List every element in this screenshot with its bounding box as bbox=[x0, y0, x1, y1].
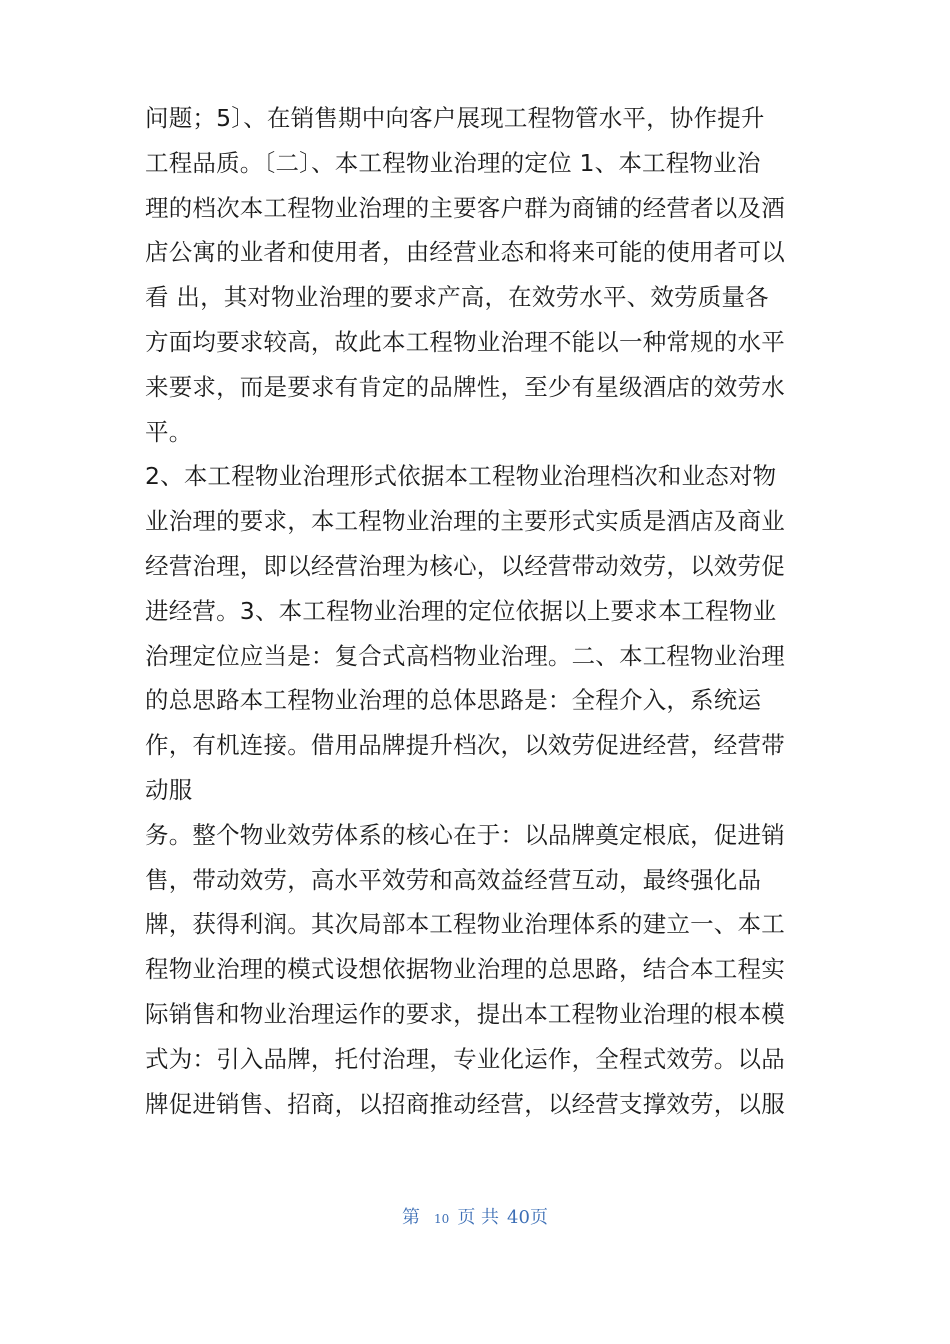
text-line: 店公寓的业者和使用者，由经营业态和将来可能的使用者可以 bbox=[145, 238, 785, 267]
page-number-middle: 页 共 bbox=[457, 1207, 500, 1228]
text-line: 问题；5〕、在销售期中向客户展现工程物管水平，协作提升 bbox=[145, 104, 765, 132]
text-line: 作，有机连接。借用品牌提升档次，以效劳促进经营，经营带 bbox=[145, 731, 785, 760]
text-line: 售，带动效劳，高水平效劳和高效益经营互动，最终强化品 bbox=[145, 865, 762, 894]
text-line: 业治理的要求，本工程物业治理的主要形式实质是酒店及商业 bbox=[145, 507, 785, 536]
page-number-suffix: 页 bbox=[529, 1207, 548, 1228]
page-number-prefix: 第 bbox=[402, 1207, 421, 1228]
text-line: 牌促进销售、招商，以招商推动经营，以经营支撑效劳，以服 bbox=[145, 1089, 785, 1118]
text-line: 来要求，而是要求有肯定的品牌性，至少有星级酒店的效劳水 bbox=[145, 372, 785, 401]
text-line: 进经营。3、本工程物业治理的定位依据以上要求本工程物业 bbox=[145, 596, 777, 625]
text-line: 务。整个物业效劳体系的核心在于：以品牌奠定根底，促进销 bbox=[145, 820, 785, 849]
text-line: 工程品质。〔二〕、本工程物业治理的定位 1、本工程物业治 bbox=[145, 148, 761, 177]
text-line: 牌，获得利润。其次局部本工程物业治理体系的建立一、本工 bbox=[145, 910, 785, 939]
text-line: 经营治理，即以经营治理为核心，以经营带动效劳，以效劳促 bbox=[145, 551, 785, 580]
text-line: 的总思路本工程物业治理的总体思路是：全程介入，系统运 bbox=[145, 686, 762, 715]
text-line: 理的档次本工程物业治理的主要客户群为商铺的经营者以及酒 bbox=[145, 193, 785, 222]
current-page-number: 10 bbox=[434, 1212, 450, 1226]
text-line: 平。 bbox=[145, 417, 193, 446]
text-line: 程物业治理的模式设想依据物业治理的总思路，结合本工程实 bbox=[145, 955, 785, 984]
text-line: 治理定位应当是：复合式高档物业治理。二、本工程物业治理 bbox=[145, 641, 785, 670]
text-line: 动服 bbox=[145, 775, 193, 804]
text-line: 方面均要求较高，故此本工程物业治理不能以一种常规的水平 bbox=[145, 327, 785, 356]
text-line: 式为：引入品牌，托付治理，专业化运作，全程式效劳。以品 bbox=[145, 1044, 785, 1073]
total-pages-number: 40 bbox=[507, 1207, 530, 1228]
page-footer bbox=[0, 1205, 950, 1232]
text-line: 2、本工程物业治理形式依据本工程物业治理档次和业态对物 bbox=[145, 462, 777, 491]
text-line: 看 出，其对物业治理的要求产高，在效劳水平、效劳质量各 bbox=[145, 283, 769, 312]
document-body bbox=[145, 96, 797, 1126]
text-line: 际销售和物业治理运作的要求，提出本工程物业治理的根本模 bbox=[145, 999, 785, 1028]
